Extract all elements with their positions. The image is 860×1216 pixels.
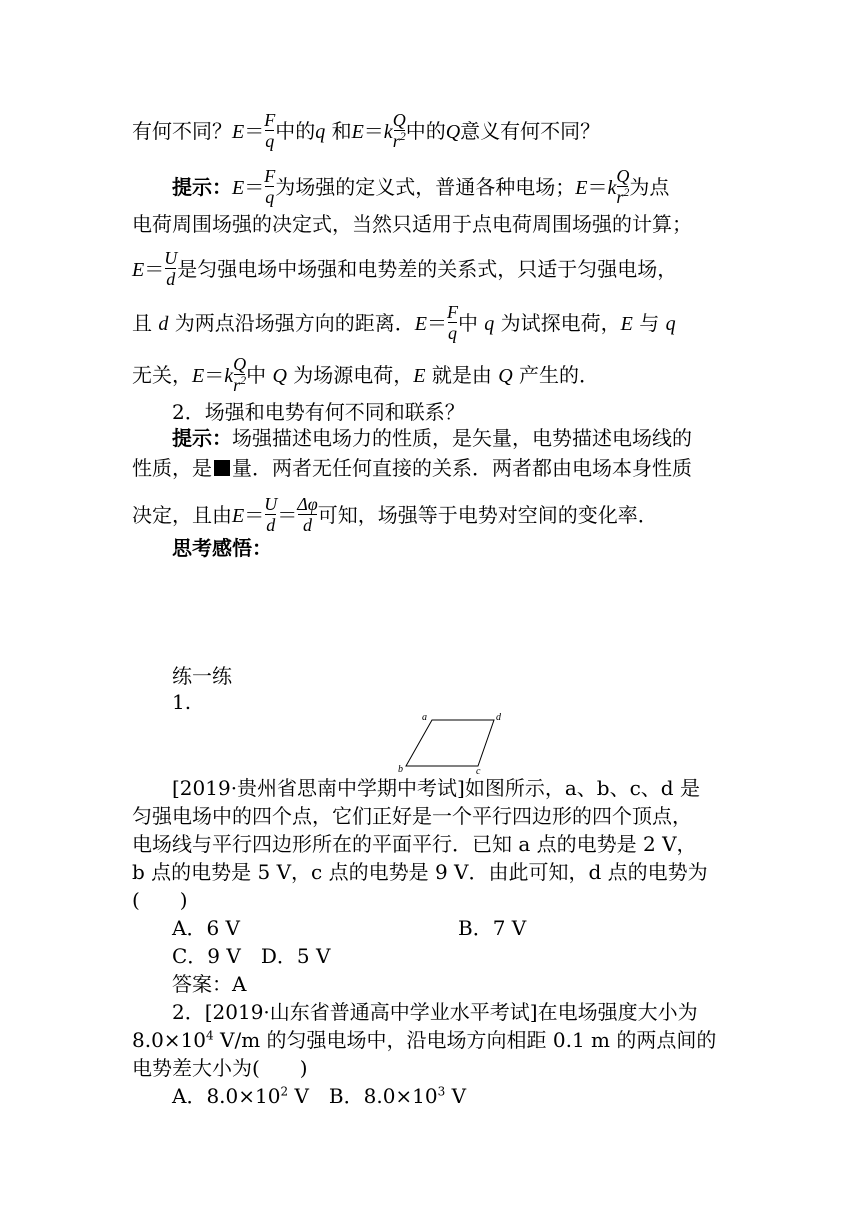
den	[393, 131, 406, 151]
text: 中的	[405, 119, 446, 143]
problem-1-line4: b 点的电势是 5 V，c 点的电势是 9 V．由此可知，d 点的电势为	[132, 860, 708, 884]
intro-line	[132, 112, 732, 153]
problem-1-line1: [2019·贵州省思南中学期中考试]如图所示，a、b、c、d 是	[172, 776, 700, 800]
equals: ＝	[244, 119, 265, 143]
den: d	[302, 515, 312, 535]
reflection-heading: 思考感悟：	[172, 536, 272, 560]
text: 和	[331, 119, 352, 143]
equals: ＝	[204, 363, 225, 387]
fraction-Q-r2	[233, 354, 246, 395]
option-a: A．6 V	[172, 916, 240, 940]
symbol-Q: Q	[445, 121, 461, 143]
text: 中的	[275, 119, 316, 143]
num: F	[264, 166, 276, 186]
hint1-line4	[132, 304, 732, 345]
den: q	[265, 131, 275, 151]
symbol-q: q	[484, 313, 495, 335]
parallelogram-figure	[396, 708, 512, 776]
option-c-d: C．9 V D．5 V	[172, 944, 331, 968]
symbol-d: d	[158, 313, 169, 335]
num: F	[264, 110, 276, 130]
fraction-Q-r2	[393, 110, 406, 151]
num: Q	[616, 166, 630, 186]
r: r	[233, 375, 241, 395]
hint-label: 提示：	[172, 175, 232, 199]
parallelogram-shape	[406, 720, 494, 766]
symbol-E: E	[620, 313, 633, 335]
exp: 3	[437, 1084, 446, 1099]
num: Q	[233, 354, 247, 374]
fraction-U-d	[164, 248, 177, 289]
den: q	[447, 323, 457, 343]
symbol-E: E	[351, 121, 364, 143]
equals: ＝	[426, 311, 447, 335]
symbol-k: k	[383, 121, 393, 143]
text: 8.0×10	[132, 1028, 207, 1052]
option-b: B．7 V	[458, 916, 527, 940]
symbol-E: E	[575, 177, 588, 199]
num: U	[264, 494, 278, 514]
symbol-E: E	[232, 121, 245, 143]
practice-title: 练一练	[172, 664, 232, 688]
equals: ＝	[363, 119, 384, 143]
text: 中	[457, 311, 478, 335]
text: 为两点沿场强方向的距离．	[174, 311, 415, 335]
equals: ＝	[277, 503, 298, 527]
exp: 2	[240, 373, 247, 387]
hint1-line2: 电荷周围场强的决定式，当然只适用于点电荷周围场强的计算；	[132, 212, 692, 236]
q2-line2	[132, 456, 732, 480]
problem-1-line2: 匀强电场中的四个点，它们正好是一个平行四边形的四个顶点，	[132, 804, 692, 828]
vertex-label-c: c	[476, 766, 481, 776]
q2-line1	[172, 426, 772, 450]
text: 中	[246, 363, 267, 387]
answer: 答案：A	[172, 972, 247, 996]
text: V	[445, 1084, 467, 1108]
problem-2-line1: 2．[2019·山东省普通高中学业水平考试]在电场强度大小为	[172, 1000, 698, 1024]
equals: ＝	[244, 503, 265, 527]
text: 有何不同？	[132, 119, 232, 143]
den: q	[265, 187, 275, 207]
den: d	[166, 269, 176, 289]
problem-2-line2	[132, 1028, 732, 1052]
r: r	[392, 131, 400, 151]
hint1-line1	[172, 168, 772, 209]
equals: ＝	[244, 175, 265, 199]
symbol-E: E	[413, 365, 426, 387]
problem-1-number: 1.	[172, 690, 192, 714]
text: 量．两者无任何直接的关系．两者都由电场本身性质	[232, 456, 692, 480]
text: 意义有何不同？	[460, 119, 601, 143]
text: 就是由	[431, 363, 492, 387]
text: 决定，且由	[132, 503, 232, 527]
exp: 2	[399, 129, 406, 143]
text: 且	[132, 311, 152, 335]
text: V B．8.0×10	[288, 1084, 438, 1108]
text: V/m 的匀强电场中，沿电场方向相距 0.1 m 的两点间的	[213, 1028, 717, 1052]
q2-line3	[132, 496, 732, 537]
symbol-E: E	[192, 365, 205, 387]
r: r	[616, 187, 624, 207]
text: A．8.0×10	[172, 1084, 281, 1108]
text: 为试探电荷，	[500, 311, 621, 335]
problem-2-line3: 电势差大小为( )	[132, 1056, 308, 1080]
text: 性质，是	[132, 456, 212, 480]
num: F	[446, 302, 458, 322]
num: Q	[392, 110, 406, 130]
text: 无关，	[132, 363, 192, 387]
problem-1-line3: 电场线与平行四边形所在的平面平行．已知 a 点的电势是 2 V，	[132, 832, 697, 856]
text: 为点	[629, 175, 670, 199]
symbol-E: E	[232, 177, 245, 199]
symbol-Q: Q	[272, 365, 287, 387]
text: 产生的．	[519, 363, 600, 387]
exp: 2	[623, 185, 630, 199]
fraction-dphi-d	[297, 494, 318, 535]
den: d	[266, 515, 276, 535]
symbol-q: q	[665, 313, 676, 335]
symbol-E: E	[132, 259, 145, 281]
symbol-E: E	[414, 313, 427, 335]
exp: 4	[206, 1028, 214, 1043]
vertex-label-a: a	[422, 712, 427, 723]
black-square-mark	[214, 460, 230, 476]
fraction-F-q	[264, 110, 275, 151]
exp: 2	[280, 1084, 289, 1099]
problem-1-line5: ( )	[132, 888, 188, 912]
equals: ＝	[587, 175, 608, 199]
symbol-q: q	[315, 121, 326, 143]
vertex-label-d: d	[496, 712, 501, 723]
text: 与	[639, 311, 660, 335]
text: 为场源电荷，	[293, 363, 414, 387]
text: 为场强的定义式，普通各种电场；	[275, 175, 576, 199]
hint1-line3	[132, 250, 732, 291]
vertex-label-b: b	[398, 764, 403, 775]
symbol-k: k	[607, 177, 617, 199]
fraction-Q-r2	[616, 166, 629, 207]
equals: ＝	[144, 257, 165, 281]
fraction-F-q	[264, 166, 275, 207]
hint-label: 提示：	[172, 426, 232, 450]
text: 可知，场强等于电势对空间的变化率．	[317, 503, 658, 527]
hint1-line5	[132, 356, 732, 397]
den	[616, 187, 629, 207]
symbol-E: E	[232, 505, 245, 527]
symbol-Q: Q	[498, 365, 513, 387]
q2-title: 2．场强和电势有何不同和联系？	[172, 400, 465, 424]
symbol-k: k	[224, 365, 234, 387]
num: Δφ	[297, 494, 318, 514]
fraction-F-q	[447, 302, 458, 343]
problem-2-options	[172, 1084, 772, 1108]
text: 是匀强电场中场强和电势差的关系式，只适于匀强电场，	[177, 257, 678, 281]
den	[233, 375, 246, 395]
num: U	[164, 248, 178, 268]
fraction-U-d	[264, 494, 277, 535]
text: 场强描述电场力的性质，是矢量，电势描述电场线的	[232, 426, 692, 450]
